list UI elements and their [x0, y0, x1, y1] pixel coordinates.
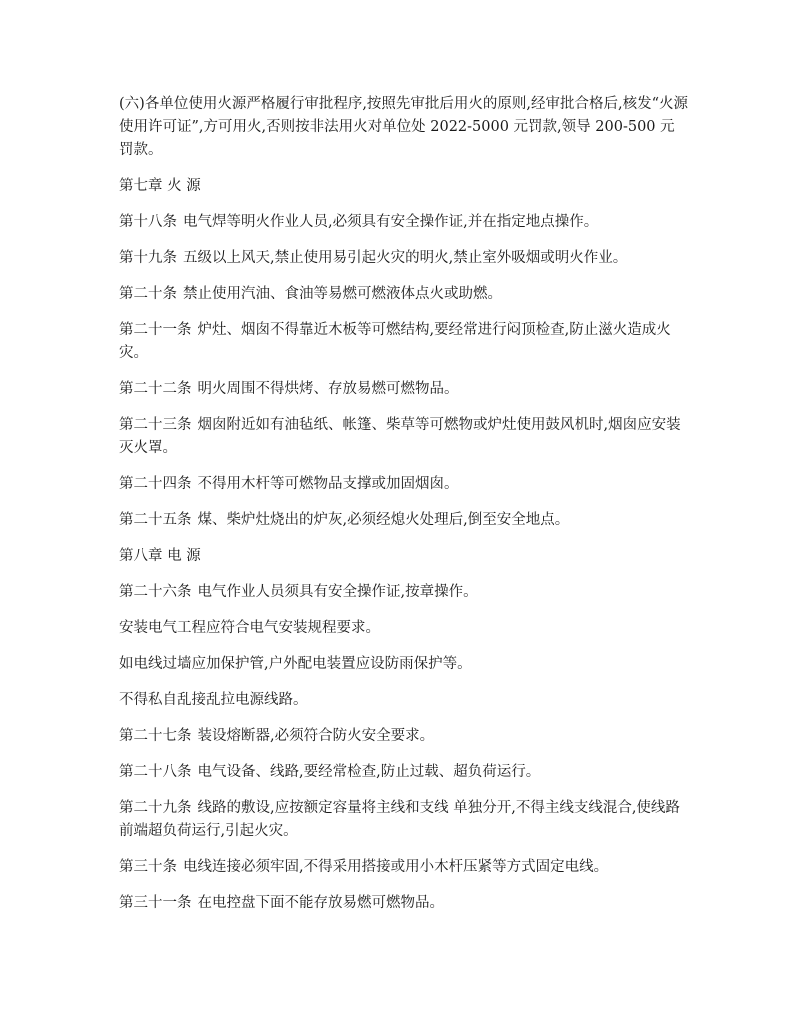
article-number: 第十八条: [119, 214, 177, 230]
article-number: 第三十一条: [119, 895, 192, 911]
document-body: [119, 93, 689, 928]
paragraph-text: 电气作业人员须具有安全操作证,按章操作。: [197, 584, 478, 600]
paragraph-text: 五级以上风天,禁止使用易引起火灾的明火,禁止室外吸烟或明火作业。: [183, 250, 628, 266]
paragraph-text: 装设熔断器,必须符合防火安全要求。: [197, 728, 435, 744]
chapter-heading: [119, 545, 689, 568]
article-paragraph: [119, 892, 689, 915]
paragraph-text: 第八章 电 源: [119, 548, 201, 564]
paragraph-text: 煤、柴炉灶烧出的炉灰,必须经熄火处理后,倒至安全地点。: [197, 512, 570, 528]
article-paragraph: [119, 761, 689, 784]
paragraph-text: 如电线过墙应加保护管,户外配电装置应设防雨保护等。: [119, 656, 472, 672]
paragraph-text: 电气焊等明火作业人员,必须具有安全操作证,并在指定地点操作。: [183, 214, 599, 230]
article-paragraph: [119, 247, 689, 270]
article-paragraph: [119, 725, 689, 748]
article-number: 第三十条: [119, 859, 177, 875]
chapter-heading: [119, 175, 689, 198]
article-paragraph: [119, 319, 689, 365]
paragraph-text: 第七章 火 源: [119, 178, 201, 194]
article-paragraph: [119, 509, 689, 532]
article-paragraph: [119, 283, 689, 306]
paragraph-text: 禁止使用汽油、食油等易燃可燃液体点火或助燃。: [183, 286, 502, 302]
paragraph-text: 不得私自乱接乱拉电源线路。: [119, 692, 308, 708]
article-paragraph: [119, 414, 689, 460]
article-number: 第二十四条: [119, 476, 192, 492]
article-number: 第二十七条: [119, 728, 192, 744]
article-number: 第二十五条: [119, 512, 192, 528]
article-number: 第二十八条: [119, 764, 192, 780]
paragraph-text: 安装电气工程应符合电气安装规程要求。: [119, 620, 380, 636]
article-paragraph: [119, 378, 689, 401]
paragraph: [119, 93, 689, 162]
paragraph-text: 在电控盘下面不能存放易燃可燃物品。: [197, 895, 444, 911]
article-number: 第二十三条: [119, 417, 192, 433]
article-paragraph: [119, 856, 689, 879]
article-paragraph: [119, 473, 689, 496]
paragraph: [119, 653, 689, 676]
paragraph-text: 电气设备、线路,要经常检查,防止过载、超负荷运行。: [197, 764, 541, 780]
paragraph: [119, 617, 689, 640]
article-number: 第二十条: [119, 286, 177, 302]
paragraph-text: 烟囱附近如有油毡纸、帐篷、柴草等可燃物或炉灶使用鼓风机时,烟囱应安装灭火罩。: [119, 417, 681, 456]
article-paragraph: [119, 797, 689, 843]
article-number: 第二十一条: [119, 322, 192, 338]
paragraph-text: 电线连接必须牢固,不得采用搭接或用小木杆压紧等方式固定电线。: [183, 859, 609, 875]
article-number: 第十九条: [119, 250, 177, 266]
paragraph-text: 线路的敷设,应按额定容量将主线和支线 单独分开,不得主线支线混合,使线路前端超负荷运行,引起火灾。: [119, 800, 680, 839]
paragraph-text: (六)各单位使用火源严格履行审批程序,按照先审批后用火的原则,经审批合格后,核发“火源使用许可证”,方可用火,否则按非法用火对单位处 2022-5000 元罚款,领导 200-500 元罚款。: [119, 96, 689, 158]
paragraph-text: 明火周围不得烘烤、存放易燃可燃物品。: [197, 381, 459, 397]
article-number: 第二十六条: [119, 584, 192, 600]
paragraph: [119, 689, 689, 712]
article-number: 第二十二条: [119, 381, 192, 397]
article-number: 第二十九条: [119, 800, 192, 816]
article-paragraph: [119, 581, 689, 604]
article-paragraph: [119, 211, 689, 234]
paragraph-text: 炉灶、烟囱不得靠近木板等可燃结构,要经常进行闷顶检查,防止滋火造成火灾。: [119, 322, 671, 361]
paragraph-text: 不得用木杆等可燃物品支撑或加固烟囱。: [197, 476, 459, 492]
